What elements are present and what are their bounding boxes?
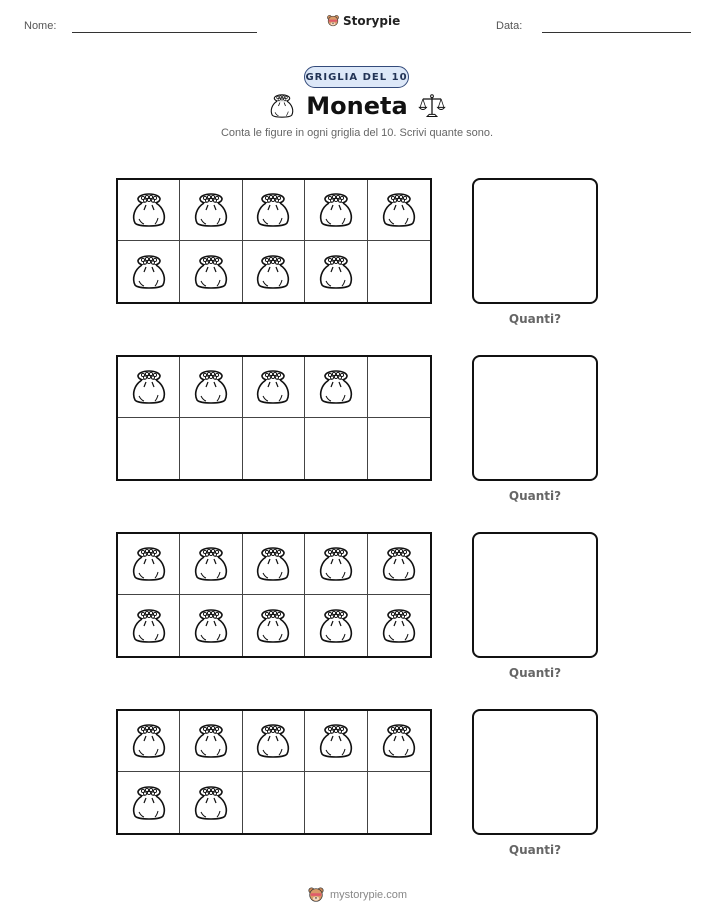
ten-frame-cell xyxy=(368,595,430,656)
ten-frame-cell xyxy=(180,534,242,595)
footer-url: mystorypie.com xyxy=(329,889,408,901)
answer-box[interactable] xyxy=(472,178,598,304)
coin-bag-icon xyxy=(253,367,293,407)
quanti-label: Quanti? xyxy=(508,666,562,680)
coin-bag-icon xyxy=(379,606,419,646)
quanti-label: Quanti? xyxy=(508,843,562,857)
footer xyxy=(0,886,714,904)
coin-bag-icon xyxy=(129,252,169,292)
coin-bag-icon xyxy=(316,190,356,230)
ten-frame-cell xyxy=(305,772,367,833)
ten-frame-cell xyxy=(180,595,242,656)
coin-bag-icon xyxy=(253,544,293,584)
ten-frame-cell xyxy=(180,711,242,772)
name-label: Nome: xyxy=(24,20,57,32)
coin-bag-icon xyxy=(316,721,356,761)
ten-frame-cell xyxy=(368,357,430,418)
ten-frame-cell xyxy=(118,241,180,302)
page-title: Moneta xyxy=(306,92,408,120)
coin-bag-icon xyxy=(129,544,169,584)
ten-frame-cell xyxy=(243,241,305,302)
ten-frame-cell xyxy=(368,418,430,479)
ten-frame-cell xyxy=(305,357,367,418)
coin-bag-icon xyxy=(191,721,231,761)
coin-bag-icon xyxy=(316,544,356,584)
name-line[interactable] xyxy=(72,32,257,33)
ten-frame-cell xyxy=(180,418,242,479)
ten-frame-cell xyxy=(180,241,242,302)
coin-bag-icon xyxy=(129,606,169,646)
ten-frame-cell xyxy=(118,711,180,772)
ten-frame-cell xyxy=(368,772,430,833)
ten-frame-cell xyxy=(243,534,305,595)
ten-frame-cell xyxy=(368,534,430,595)
ten-frame-cell xyxy=(368,241,430,302)
ten-frame-2 xyxy=(116,355,432,481)
coin-bag-icon xyxy=(191,606,231,646)
coin-bag-icon xyxy=(191,783,231,823)
coin-bag-icon xyxy=(191,544,231,584)
answer-box[interactable] xyxy=(472,709,598,835)
answer-box[interactable] xyxy=(472,355,598,481)
ten-frame-cell xyxy=(118,534,180,595)
ten-frame-3 xyxy=(116,532,432,658)
ten-frame-cell xyxy=(305,711,367,772)
ten-frame-cell xyxy=(118,418,180,479)
ten-frame-cell xyxy=(118,180,180,241)
coin-bag-icon xyxy=(379,190,419,230)
quanti-label: Quanti? xyxy=(508,489,562,503)
ten-frame-cell xyxy=(243,711,305,772)
ten-frame-cell xyxy=(118,357,180,418)
ten-frame-cell xyxy=(368,711,430,772)
ten-frame-cell xyxy=(180,180,242,241)
coin-bag-icon xyxy=(129,783,169,823)
ten-frame-cell xyxy=(305,534,367,595)
ten-frame-cell xyxy=(118,595,180,656)
coin-bag-icon xyxy=(191,190,231,230)
balance-scale-icon xyxy=(418,92,446,120)
date-line[interactable] xyxy=(542,32,691,33)
coin-bag-icon xyxy=(191,252,231,292)
title-row xyxy=(0,92,714,120)
answer-box[interactable] xyxy=(472,532,598,658)
ten-frame-cell xyxy=(243,595,305,656)
coin-bag-icon xyxy=(316,606,356,646)
ten-frame-cell xyxy=(243,357,305,418)
ten-frame-4 xyxy=(116,709,432,835)
quanti-label: Quanti? xyxy=(508,312,562,326)
ten-frame-cell xyxy=(243,772,305,833)
ten-frame-cell xyxy=(305,241,367,302)
ten-frame-cell xyxy=(368,180,430,241)
coin-bag-icon xyxy=(129,721,169,761)
coin-bag-icon xyxy=(253,190,293,230)
date-label: Data: xyxy=(496,20,523,32)
ten-frame-cell xyxy=(305,180,367,241)
worksheet-badge: GRIGLIA DEL 10 xyxy=(304,66,409,88)
coin-bag-icon xyxy=(268,92,296,120)
coin-bag-icon xyxy=(253,606,293,646)
coin-bag-icon xyxy=(379,721,419,761)
coin-bag-icon xyxy=(253,721,293,761)
ten-frame-1 xyxy=(116,178,432,304)
brand-name: Storypie xyxy=(343,14,401,28)
coin-bag-icon xyxy=(253,252,293,292)
ten-frame-cell xyxy=(243,180,305,241)
ten-frame-cell xyxy=(180,357,242,418)
coin-bag-icon xyxy=(379,544,419,584)
coin-bag-icon xyxy=(191,367,231,407)
ten-frame-cell xyxy=(305,418,367,479)
ten-frame-cell xyxy=(243,418,305,479)
coin-bag-icon xyxy=(316,367,356,407)
bear-mascot-icon xyxy=(307,886,325,904)
coin-bag-icon xyxy=(129,367,169,407)
ten-frame-cell xyxy=(305,595,367,656)
instructions: Conta le figure in ogni griglia del 10. Scrivi quante sono. xyxy=(220,127,494,139)
brand-logo xyxy=(326,14,400,28)
ten-frame-cell xyxy=(180,772,242,833)
bear-mascot-icon xyxy=(326,14,340,28)
coin-bag-icon xyxy=(316,252,356,292)
coin-bag-icon xyxy=(129,190,169,230)
ten-frame-cell xyxy=(118,772,180,833)
